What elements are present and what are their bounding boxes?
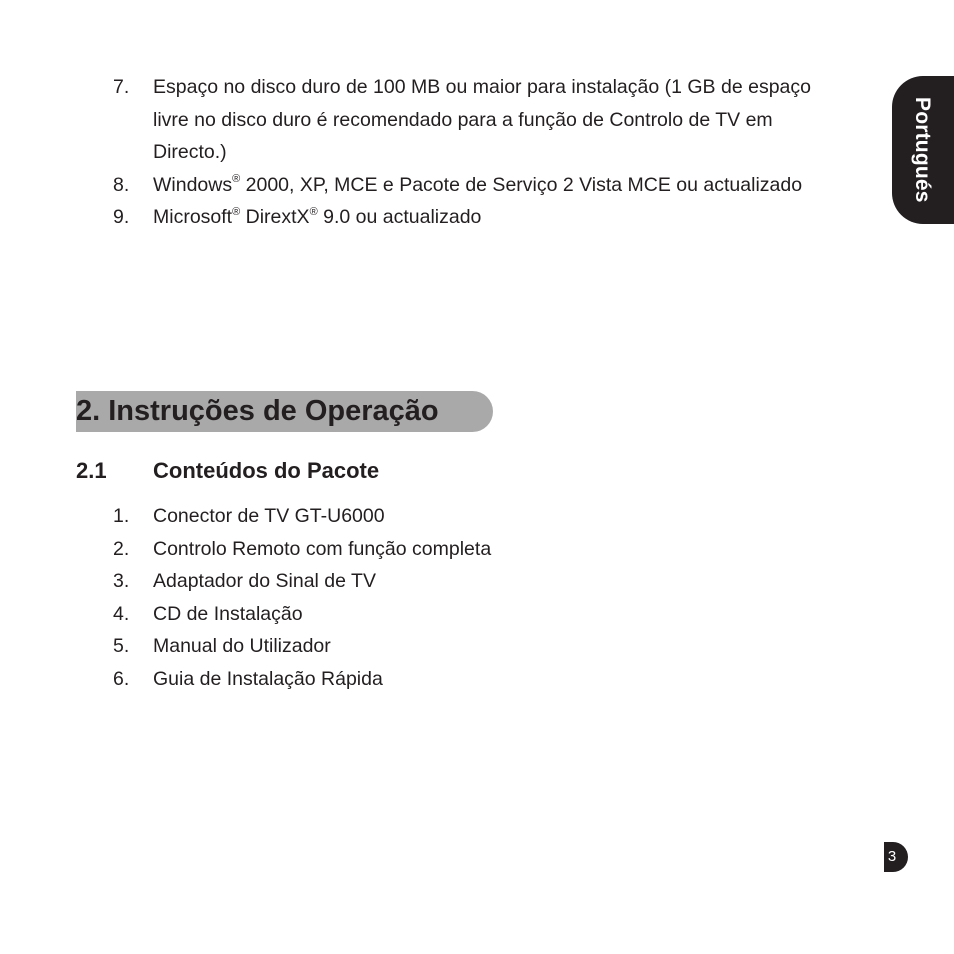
vendor-name: Microsoft xyxy=(153,206,233,228)
registered-mark: ® xyxy=(232,205,241,218)
list-number: 2. xyxy=(113,537,130,560)
directx-version: 9.0 ou actualizado xyxy=(317,206,482,228)
list-text: Directo.) xyxy=(153,141,227,163)
subsection-number: 2.1 xyxy=(76,458,107,483)
language-side-tab xyxy=(892,76,954,224)
list-number: 6. xyxy=(113,667,130,690)
list-text: Manual do Utilizador xyxy=(153,635,331,657)
list-text xyxy=(153,169,802,202)
registered-mark: ® xyxy=(309,205,318,218)
list-number: 7. xyxy=(113,76,130,98)
section-title: 2. Instruções de Operação xyxy=(76,395,439,427)
list-number: 4. xyxy=(113,602,130,625)
os-versions: 2000, XP, MCE e Pacote de Serviço 2 Vista MCE ou actualizado xyxy=(240,173,803,196)
list-text: Espaço no disco duro de 100 MB ou maior para instalação (1 GB de espaço xyxy=(153,76,811,98)
list-number: 1. xyxy=(113,505,130,527)
list-number: 9. xyxy=(113,206,130,228)
page-number-badge xyxy=(884,842,908,872)
os-name: Windows xyxy=(153,173,233,196)
list-text: Conector de TV GT-U6000 xyxy=(153,505,385,527)
registered-mark: ® xyxy=(232,173,241,185)
list-text: Controlo Remoto com função completa xyxy=(153,537,492,560)
list-text: Adaptador do Sinal de TV xyxy=(153,570,376,592)
list-text: Guia de Instalação Rápida xyxy=(153,667,383,690)
list-text: livre no disco duro é recomendado para a função de Controlo de TV em xyxy=(153,108,773,131)
list-number: 5. xyxy=(113,635,130,657)
page-number: 3 xyxy=(887,848,897,865)
list-text: CD de Instalação xyxy=(153,602,303,625)
directx-name: DirextX xyxy=(240,206,310,228)
list-text xyxy=(153,201,481,234)
list-number: 3. xyxy=(113,570,130,592)
list-number: 8. xyxy=(113,173,130,196)
language-tab-label: Portugués xyxy=(911,97,934,203)
subsection-title: Conteúdos do Pacote xyxy=(153,458,380,483)
